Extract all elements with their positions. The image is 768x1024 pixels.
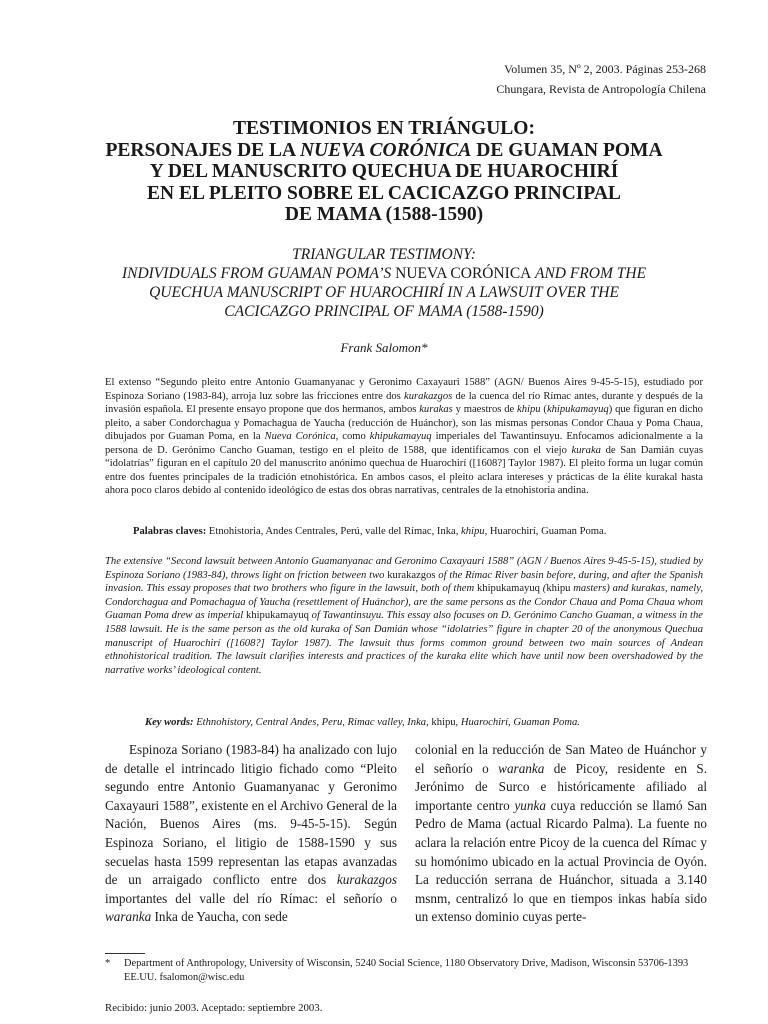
received-dates: Recibido: junio 2003. Aceptado: septiembre 2003.: [105, 1002, 323, 1014]
abstract-english: [105, 555, 703, 677]
body-paragraph: [415, 741, 707, 927]
footnote-mark: *: [105, 958, 111, 969]
abstract-text: de la cuenca del río Rímac antes, durante y después de la invasión española. El presente ensayo propone que dos hermanos, ambos: [105, 390, 703, 416]
keywords-en-label: Key words:: [145, 717, 194, 728]
keywords-term: khipu: [461, 526, 485, 537]
body-term: kurakazgos: [336, 872, 397, 888]
abstract-text: El extenso “Segundo pleito entre Antonio Guamanyanac y Geronimo Caxayauri 1588” (AGN/ Buenos Aires 9-45-5-15), estudiado por Espinoza Soriano (1983-84), arroja luz sobre las fricciones entre dos: [105, 377, 703, 402]
body-term: waranka: [498, 760, 545, 776]
body-text: cuya reducción se llamó San Pedro de Mama (actual Ricardo Palma). La fuente no aclara la relación entre Picoy de la cuenca del Rímac y su homónimo ubicado en la actual Provincia de Oyón. La reducción serrana de Huánchor, situada a 3.140 msnm, centralizó lo que en tiempos inkas había sido un extenso dominio cuyas perte-: [415, 797, 708, 925]
abstract-en-text: (: [539, 583, 547, 595]
title-es-line: TESTIMONIOS EN TRIÁNGULO:: [233, 118, 535, 139]
footnote-divider: [105, 953, 145, 954]
journal-name: Chungara, Revista de Antropología Chilena: [496, 82, 706, 96]
title-english: [90, 245, 678, 321]
author-name: Frank Salomon*: [340, 340, 428, 355]
title-es-line: [90, 140, 678, 162]
footnote-text: Department of Anthropology, University of Wisconsin, 5240 Social Science, 1180 Observatory Drive, Madison, Wisconsin 53706-1393 EE.UU. fsalomon@wisc.edu: [124, 958, 689, 983]
title-en-text: INDIVIDUALS FROM GUAMAN POMA’S: [121, 265, 396, 282]
abstract-term: Nueva Corónica,: [264, 431, 339, 443]
body-paragraph: [105, 741, 397, 927]
abstract-spanish: [105, 376, 703, 498]
abstract-en-term: khipukamayuq: [245, 610, 309, 622]
title-en-line: [90, 302, 678, 321]
keywords-english: [105, 716, 703, 730]
title-es-line: Y DEL MANUSCRITO QUECHUA DE HUAROCHIRÍ: [149, 161, 619, 182]
title-en-text: QUECHUA MANUSCRIPT OF HUAROCHIRÍ IN A LAWSUIT OVER THE: [149, 284, 619, 301]
body-text: Inka de Yaucha, con sede: [151, 909, 288, 925]
journal-header: [496, 59, 706, 99]
keywords-en-text: , Huarochirí, Guaman Poma.: [455, 717, 580, 728]
title-en-text: AND FROM THE: [531, 265, 647, 282]
abstract-en-text: of the Rímac River basin before, during, and after the Spanish invasion. This essay proposes that two brothers who figure in the lawsuit, both of them: [105, 569, 703, 595]
abstract-term: khipukamayuq: [546, 404, 609, 416]
title-en-upright-text: NUEVA CORÓNICA: [395, 265, 532, 282]
abstract-en-term: khipukamayuq: [476, 583, 540, 595]
keywords-label: Palabras claves:: [133, 526, 207, 537]
body-column-right: [415, 741, 707, 927]
abstract-en-text: of Tawantinsuyu. This essay also focuses on D. Gerónimo Cancho Guaman, a witness in the 1588 lawsuit. He is the same person as the old kuraka of San Damián whose “idolatries” figure in chapter 20 of the anonymous Quechua manuscript of Huarochirí ([1608?] Taylor 1987). The lawsuit thus forms common ground between two main sources of Andean ethnohistorical tradition. The lawsuit clarifies interests and practices of the kuraka elite which have until now been overshadowed by the narrative works’ ideological content.: [105, 610, 703, 676]
title-en-line: [90, 264, 678, 283]
body-text: de Picoy, residente en S. Jerónimo de Surco e históricamente afiliado al importante centro: [415, 760, 707, 813]
title-es-line: EN EL PLEITO SOBRE EL CACICAZGO PRINCIPAL: [147, 182, 621, 204]
body-text: colonial en la reducción de San Mateo de Huánchor y el señorío o: [415, 742, 707, 776]
abstract-term: kuraka: [571, 444, 601, 456]
abstract-term: kurakas: [419, 404, 453, 416]
abstract-en-term: kurakazgos: [387, 569, 436, 581]
abstract-text: de San Damián cuyas “idolatrías” figuran en el capítulo 20 del manuscrito anónimo quechua de Huarochirí ([1608?] Taylor 1987). El pleito forma un lugar común entre dos fuentes principales de la tradición etnohistórica. En ambos casos, el pleito aclara intereses y prácticas de la élite kurakal hasta ahora poco claros debido al contenido ideológico de estas dos obras narrativas, centrales de la etnohistoria andina.: [105, 444, 703, 497]
abstract-text: como: [338, 431, 370, 443]
abstract-text: (: [540, 404, 547, 416]
keywords-en-term: khipu: [431, 717, 456, 728]
abstract-text: imperiales del Tawantinsuyu. Enfocamos adicionalmente a la persona de D. Gerónimo Cancho Guaman, testigo en el pleito de 1588, que identificamos con el viejo: [105, 431, 703, 456]
abstract-en-text: masters) and kurakas, namely, Condorchagua and Pomachagua of Yaucha (resettlement of Huánchor), are the same persons as the Condor Chaua and Poma Chaua whom Guaman Poma drew as imperial: [105, 583, 703, 622]
title-italic-text: NUEVA CORÓNICA: [299, 139, 472, 161]
volume-line: Volumen 35, Nº 2, 2003. Páginas 253-268: [504, 62, 706, 76]
body-term: yunka: [514, 797, 546, 813]
abstract-term: kurakazgos: [404, 390, 453, 402]
keywords-spanish: [105, 525, 703, 539]
title-text: DE GUAMAN POMA: [471, 139, 663, 161]
abstract-text: ) que figuran en dicho pleito, a saber Condorchagua y Pomachagua de Yaucha (reducción de Huánchor), son las mismas personas Condor Chaua y Poma Chaua, dibujados por Guaman Poma, en la: [105, 404, 703, 443]
body-column-left: [105, 741, 397, 927]
body-text: importantes del valle del río Rímac: el señorío o: [105, 890, 397, 906]
abstract-term: khipukamayuq: [369, 431, 432, 443]
title-en-line: [90, 245, 678, 264]
abstract-term: khipu: [517, 404, 541, 416]
title-en-line: [90, 283, 678, 302]
body-text: Espinoza Soriano (1983-84) ha analizado con lujo de detalle el intrincado litigio fichado como “Pleito segundo entre Antonio Guamanyanac y Geronimo Caxayauri 1588”, existente en el Archivo General de la Nación, Buenos Aires (ms. 9-45-5-15). Según Espinoza Soriano, el litigio de 1588-1590 y sus secuelas hasta 1599 representan las etapas avanzadas de un arraigado conflicto entre dos: [105, 742, 397, 888]
keywords-en-text: Ethnohistory, Central Andes, Peru, Rimac valley, Inka,: [193, 717, 432, 728]
abstract-text: y maestros de: [452, 404, 518, 416]
body-term: waranka: [105, 909, 152, 925]
footnote: [105, 957, 705, 985]
abstract-en-term: khipu: [546, 583, 571, 595]
title-en-text: CACICAZGO PRINCIPAL OF MAMA (1588-1590): [224, 303, 544, 320]
title-en-text: TRIANGULAR TESTIMONY:: [292, 246, 476, 263]
keywords-text: Etnohistoria, Andes Centrales, Perú, valle del Rímac, Inka,: [206, 526, 462, 537]
title-spanish: [90, 118, 678, 226]
title-text: PERSONAJES DE LA: [105, 139, 300, 161]
title-es-line: DE MAMA (1588-1590): [284, 204, 484, 225]
abstract-en-text: The extensive “Second lawsuit between Antonio Guamanyanac and Geronimo Caxayauri 1588” (AGN / Buenos Aires 9-45-5-15), studied by Espinoza Soriano (1983-84), throws light on friction between two: [105, 556, 703, 581]
keywords-text: , Huarochirí, Guaman Poma.: [484, 526, 607, 537]
